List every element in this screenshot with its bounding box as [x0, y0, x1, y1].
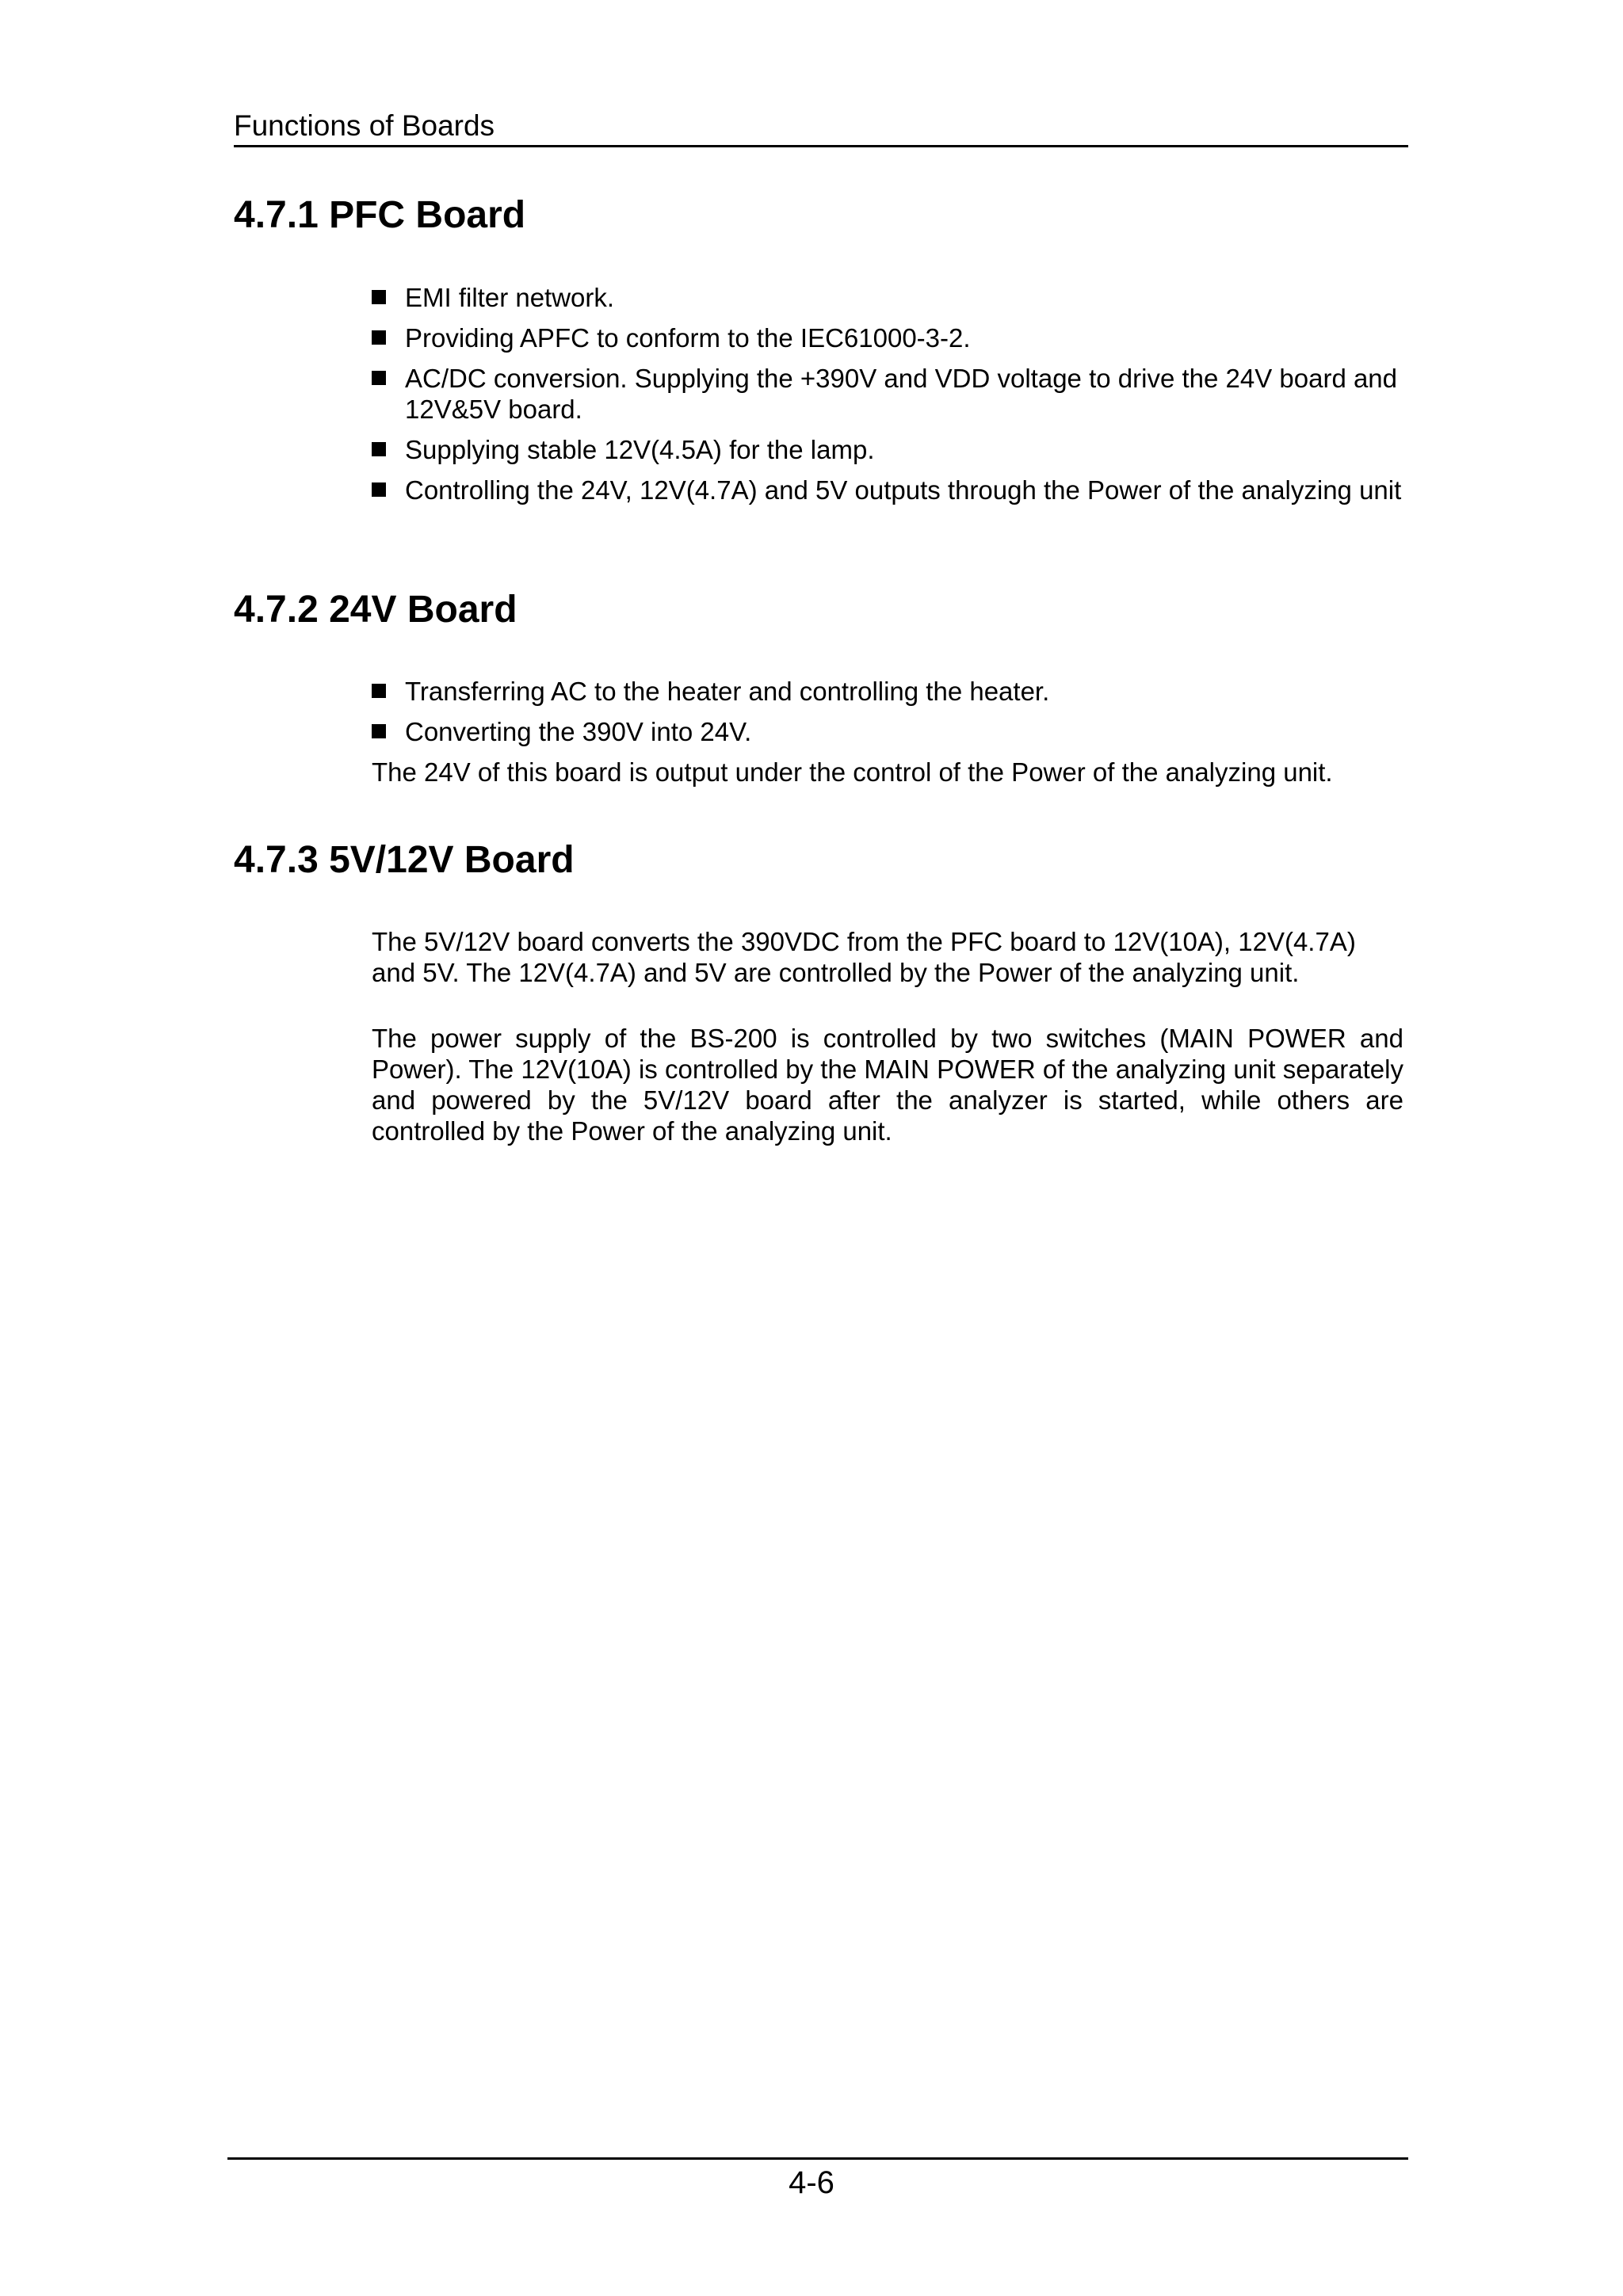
5v-12v-board-paragraph-2: The power supply of the BS-200 is controlled by two switches (MAIN POWER and Power). The 12V(10A) is controlled by the MAIN POWER of the analyzing unit separately and powered by the 5V/12V board after the analyzer is started, while others are controlled by the Power of the analyzing unit.	[372, 1024, 1403, 1146]
list-item-text: Providing APFC to conform to the IEC61000-3-2.	[405, 323, 971, 353]
list-item	[372, 363, 1403, 425]
list-item	[372, 676, 1403, 707]
list-item	[372, 716, 1403, 747]
section-title-24v-board: 4.7.2 24V Board	[234, 589, 517, 631]
page-number: 4-6	[789, 2165, 834, 2200]
bullet-square-icon	[372, 330, 386, 345]
list-item-text: Converting the 390V into 24V.	[405, 717, 752, 746]
list-item	[372, 475, 1403, 505]
list-item-text: Controlling the 24V, 12V(4.7A) and 5V outputs through the Power of the analyzing unit	[405, 475, 1402, 505]
bullet-square-icon	[372, 442, 386, 456]
list-item-text: Transferring AC to the heater and controlling the heater.	[405, 677, 1050, 706]
bullet-square-icon	[372, 482, 386, 497]
list-item-text: Supplying stable 12V(4.5A) for the lamp.	[405, 435, 875, 464]
running-header-title: Functions of Boards	[234, 109, 495, 142]
24v-board-note: The 24V of this board is output under the control of the Power of the analyzing unit.	[372, 757, 1333, 787]
24v-board-bullet-list	[372, 676, 1403, 757]
list-item-text: EMI filter network.	[405, 283, 615, 312]
list-item-text: AC/DC conversion. Supplying the +390V and VDD voltage to drive the 24V board and 12V&5V board.	[405, 364, 1398, 424]
bullet-square-icon	[372, 724, 386, 738]
bullet-square-icon	[372, 290, 386, 304]
list-item	[372, 322, 1403, 353]
bullet-square-icon	[372, 684, 386, 698]
section-title-5v-12v-board: 4.7.3 5V/12V Board	[234, 839, 575, 881]
footer-divider	[227, 2157, 1408, 2160]
5v-12v-board-paragraph-1: The 5V/12V board converts the 390VDC from the PFC board to 12V(10A), 12V(4.7A) and 5V. The 12V(4.7A) and 5V are controlled by the Power of the analyzing unit.	[372, 927, 1356, 987]
running-header	[234, 108, 1408, 147]
section-title-pfc-board: 4.7.1 PFC Board	[234, 194, 526, 236]
bullet-square-icon	[372, 371, 386, 385]
list-item	[372, 434, 1403, 465]
pfc-board-bullet-list	[372, 282, 1403, 515]
list-item	[372, 282, 1403, 313]
